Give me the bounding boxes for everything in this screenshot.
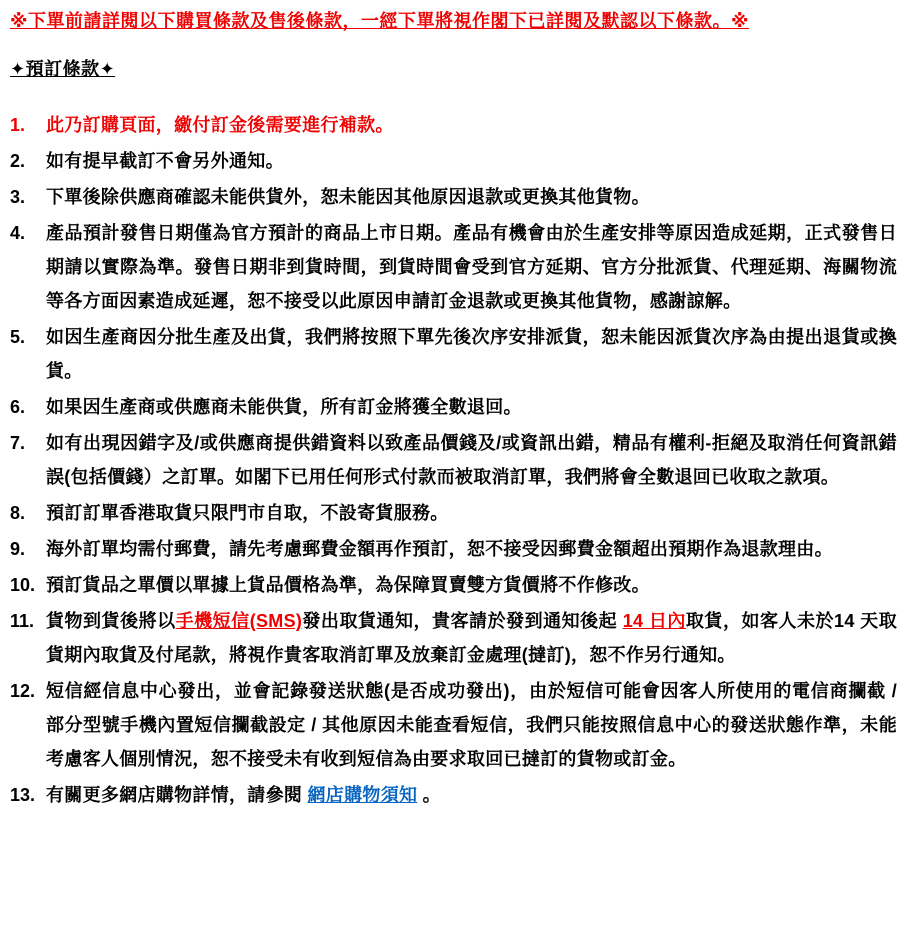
- term-text: 短信經信息中心發出，並會記錄發送狀態(是否成功發出)，由於短信可能會因客人所使用的電信商攔截 / 部分型號手機內置短信攔截設定 / 其他原因未能查看短信，我們只能按照信息中心的發送狀態作準，未能考慮客人個別情況，恕不接受未有收到短信為由要求取回已撻訂的貨物或訂金。: [46, 681, 897, 769]
- term-item-12: [10, 674, 897, 776]
- term-item-3: [10, 180, 897, 214]
- term-text: 此乃訂購頁面，繳付訂金後需要進行補款。: [46, 115, 394, 135]
- term-text: 如有出現因錯字及/或供應商提供錯資料以致產品價錢及/或資訊出錯，精品有權利-拒絕及取消任何資訊錯誤(包括價錢）之訂單。如閣下已用任何形式付款而被取消訂單，我們將會全數退回已收取之款項。: [46, 433, 897, 487]
- term-item-11: [10, 604, 897, 672]
- term-number: 10.: [10, 575, 36, 595]
- term-text: 如因生產商因分批生產及出貨，我們將按照下單先後次序安排派貨，恕未能因派貨次序為由提出退貨或換貨。: [46, 327, 897, 381]
- term-text-segment: 。: [417, 785, 441, 805]
- term-text-segment: 發出取貨通知，貴客請於發到通知後起: [302, 611, 623, 631]
- term-item-13: [10, 778, 897, 812]
- term-text-segment: 有關更多網店購物詳情，請參閱: [46, 785, 308, 805]
- term-number: 1.: [10, 115, 26, 135]
- term-number: 2.: [10, 151, 26, 171]
- term-item-9: [10, 532, 897, 566]
- term-item-8: [10, 496, 897, 530]
- term-item-10: [10, 568, 897, 602]
- term-number: 12.: [10, 681, 36, 701]
- term-text: 預訂貨品之單價以單據上貨品價格為準，為保障買賣雙方貨價將不作修改。: [46, 575, 650, 595]
- term-text: 下單後除供應商確認未能供貨外，恕未能因其他原因退款或更換其他貨物。: [46, 187, 650, 207]
- sms-emphasis: 手機短信(SMS): [175, 611, 303, 631]
- term-text: 預訂訂單香港取貨只限門市自取，不設寄貨服務。: [46, 503, 449, 523]
- term-item-4: [10, 216, 897, 318]
- term-text-segment: 取貨，如客人未於14 天取貨期內取貨及付尾款，將視作貴客取消訂單及放棄訂金處理(撻訂)，恕不作另行通知。: [46, 611, 897, 665]
- term-item-1: [10, 108, 897, 142]
- term-item-6: [10, 390, 897, 424]
- term-text: 如有提早截訂不會另外通知。: [46, 151, 284, 171]
- term-text: 產品預計發售日期僅為官方預計的商品上市日期。產品有機會由於生產安排等原因造成延期，正式發售日期請以實際為準。發售日期非到貨時間，到貨時間會受到官方延期、官方分批派貨、代理延期、海關物流等各方面因素造成延遲，恕不接受以此原因申請訂金退款或更換其他貨物，感謝諒解。: [46, 223, 897, 311]
- term-text: 如果因生產商或供應商未能供貨，所有訂金將獲全數退回。: [46, 397, 522, 417]
- pickup-deadline-emphasis: 14 日內: [622, 611, 686, 631]
- term-text-segment: 貨物到貨後將以: [46, 611, 176, 631]
- term-number: 13.: [10, 785, 36, 805]
- term-number: 7.: [10, 433, 26, 453]
- term-item-7: [10, 426, 897, 494]
- section-title-preorder-terms: ✦預訂條款✦: [10, 59, 116, 79]
- term-number: 11.: [10, 611, 35, 631]
- shop-guide-link[interactable]: 網店購物須知: [307, 785, 418, 805]
- term-text: [46, 778, 897, 812]
- terms-list: [10, 108, 897, 812]
- term-item-2: [10, 144, 897, 178]
- term-number: 8.: [10, 503, 26, 523]
- term-number: 6.: [10, 397, 26, 417]
- term-item-5: [10, 320, 897, 388]
- term-number: 5.: [10, 327, 26, 347]
- term-number: 9.: [10, 539, 26, 559]
- term-text: 海外訂單均需付郵費，請先考慮郵費金額再作預訂，恕不接受因郵費金額超出預期作為退款理由。: [46, 539, 833, 559]
- term-text: [46, 604, 897, 672]
- term-number: 3.: [10, 187, 26, 207]
- notice-header: ※下單前請詳閱以下購買條款及售後條款，一經下單將視作閣下已詳閱及默認以下條款。※: [10, 11, 749, 31]
- term-number: 4.: [10, 223, 26, 243]
